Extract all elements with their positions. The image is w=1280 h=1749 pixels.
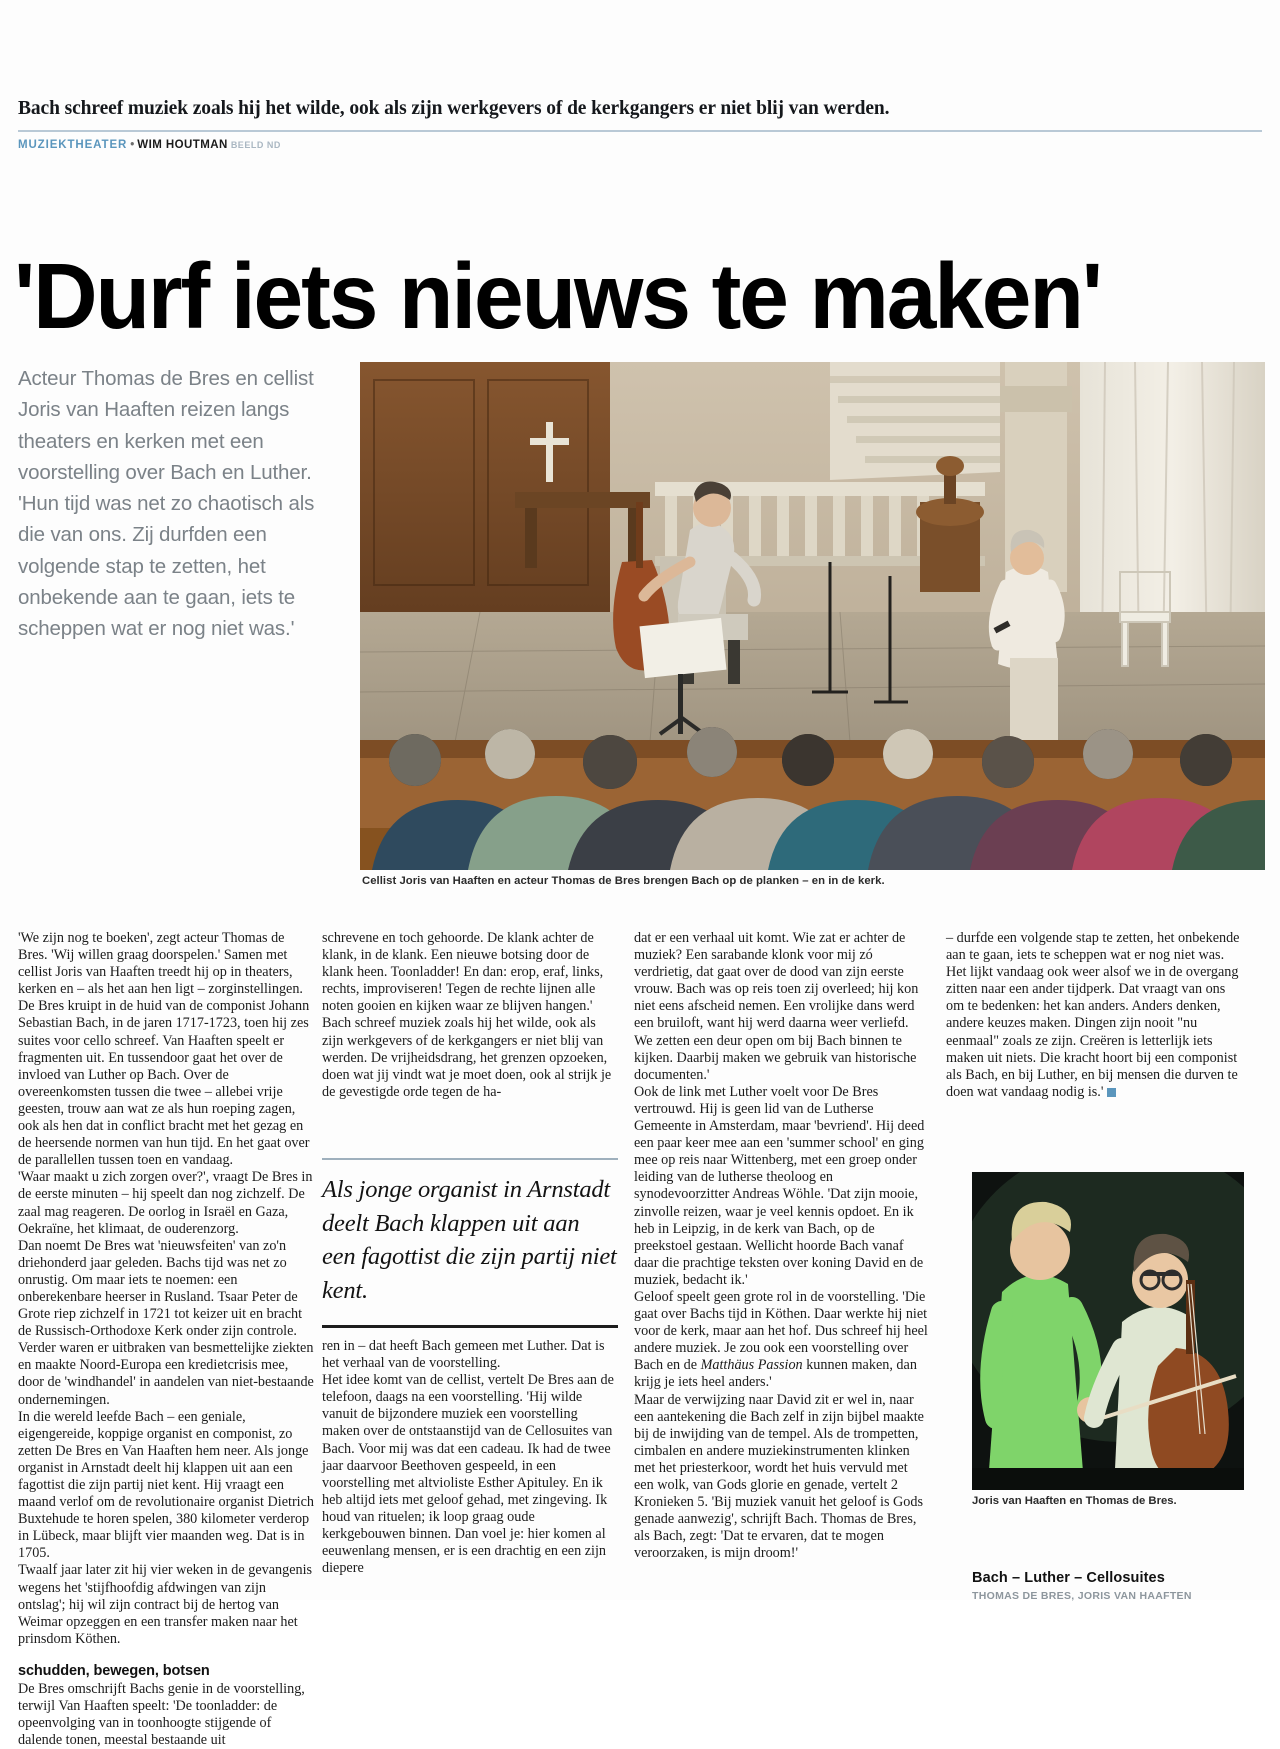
body-column-2-lower <box>322 1338 618 1577</box>
top-divider-rule <box>18 130 1262 132</box>
paragraph: ren in – dat heeft Bach gemeen met Luther. Dat is het verhaal van de voorstelling. <box>322 1338 605 1372</box>
pullquote-block <box>322 1158 618 1307</box>
paragraph-with-italic <box>634 1289 930 1392</box>
paragraph: Ook de link met Luther voelt voor De Bres vertrouwd. Hij is geen lid van de Lutherse Gemeente in Amsterdam, maar 'bevriend'. Hij deed een paar keer mee aan een 'summer school' en ging mee op reis naar Wittenberg, met een groep onder leiding van de lutherse theoloog en synodevoorzitter Andreas Wöhle. 'Dat zijn mooie, zinvolle reizen, waar je veel kennis opdoet. En ik heb in Leipzig, in de kerk van Bach, op de preekstoel gestaan. Wellicht hoorde Bach vanaf daar die prachtige teksten over koning David en de muziek, bedacht ik.' <box>634 1083 925 1288</box>
main-photo-caption: Cellist Joris van Haaften en acteur Thomas de Bres brengen Bach op de planken – en in de kerk. <box>362 875 885 887</box>
body-column-1 <box>18 930 314 1749</box>
paragraph: In die wereld leefde Bach – een geniale, eigengereide, koppige organist en componist, zo zetten De Bres en Van Haaften hem neer. Als jonge organist in Arnstadt deelt hij klappen uit aan een fagottist die zijn partij niet kent. Hij vraagt een maand verlof om de revolutionaire organist Dietrich Buxtehude te horen spelen, 380 kilometer verderop in Lübeck, maar blijft vier maanden weg. Dat is in 1705. <box>18 1408 315 1562</box>
info-box-title: Bach – Luther – Cellosuites <box>972 1570 1165 1586</box>
article-intro: Acteur Thomas de Bres en cellist Joris van Haaften reizen langs theaters en kerken met een voorstelling over Bach en Luther. 'Hun tijd was net zo chaotisch als die van ons. Zij durfden een volgende stap te zetten, het onbekende aan te gaan, iets te scheppen wat er nog niet was.' <box>18 367 315 641</box>
article-end-mark-icon <box>1107 1088 1116 1097</box>
paragraph: Het idee komt van de cellist, vertelt De Bres aan de telefoon, daags na een voorstelling. 'Hij wilde vanuit de bijzondere muziek een voorstelling maken over de ontstaanstijd van de Cellosuites van Bach. Voor mij was dat een cadeau. Ik had de twee jaar daarvoor Beethoven gespeeld, in een voorstelling met altvioliste Esther Apituley. En ik heb altijd iets met geloof gehad, met zingeving. Ik houd van rituelen; ik loop graag oude kerkgebouwen binnen. Dan voel je: hier komen al eeuwenlang mensen, er is een drachtig en een zijn diepere <box>322 1372 614 1577</box>
paragraph: dat er een verhaal uit komt. Wie zat er achter de muziek? Een sarabande klonk voor mij zó verdrietig, dat gaat over de dood van zijn eerste vrouw. Bach was op reis toen zij overleed; hij kon niet eens afscheid nemen. Een vrolijke dans werd een bruiloft, want hij werd daarna weer verliefd. We zetten een deur open om bij Bach binnen te kijken. Daarbij maken we gebruik van historische documenten.' <box>634 930 919 1083</box>
page-title: 'Durf iets nieuws te maken' <box>14 244 1101 349</box>
main-photo <box>360 362 1265 870</box>
byline-section: MUZIEKTHEATER <box>18 139 128 151</box>
byline <box>18 138 281 152</box>
paragraph: De Bres omschrijft Bachs genie in de voorstelling, terwijl Van Haaften speelt: 'De toonladder: de opeenvolging van in toonhoogte stijgende of dalende tonen, meestal bestaande uit <box>18 1681 305 1749</box>
paragraph: Maar de verwijzing naar David zit er wel in, naar een aantekening die Bach zelf in zijn bijbel maakte bij de inwijding van de tempel. Als de trompetten, cimbalen en andere muziekinstrumenten klinken met het priesterkoor, wordt het huis vervuld met een wolk, van Gods glorie en genade, vertelt 2 Kronieken 5. 'Bij muziek vanuit het geloof is Gods genade aanwezig', schrijft Bach. Thomas de Bres, als Bach, zegt: 'Dat te ervaren, dat te mogen veroorzaken, is mijn droom!' <box>634 1391 924 1562</box>
secondary-photo <box>972 1172 1244 1490</box>
info-box-line: THOMAS DE BRES, JORIS VAN HAAFTEN <box>972 1590 1192 1602</box>
paragraph-text: – durfde een volgende stap te zetten, het onbekende aan te gaan, iets te scheppen wat er nog niet was. Het lijkt vandaag ook weer alsof we in de overgang zitten naar een ander tijdperk. Dat vraagt van ons om te bedenken: het kan anders. Anders denken, andere keuzes maken. Dingen zijn nooit "nu eenmaal" zoals ze zijn. Creëren is letterlijk iets maken uit niets. Die kracht hoort bij een componist als Bach, en bij Luther, en bij mensen die durven te doen wat vandaag nodig is.' <box>946 930 1240 1100</box>
paragraph: Bach schreef muziek zoals hij het wilde, ook als zijn werkgevers of de kerkgangers er niet blij van werden. De vrijheidsdrang, het grenzen opzoeken, doen wat jij vindt wat je moet doen, ook al strijk je de gevestigde orde tegen de ha- <box>322 1015 612 1100</box>
main-photo-illustration <box>360 362 1265 870</box>
pullquote-top-rule <box>322 1158 618 1160</box>
paragraph-part-a: Geloof speelt geen grote rol in de voorstelling. 'Die gaat over Bachs tijd in Köthen. Daar werkte hij niet voor de kerk, maar aan het hof. Dus schreef hij heel andere muziek. Je zou ook een voorstelling over Bach en de <box>634 1288 928 1374</box>
paragraph: Twaalf jaar later zit hij vier weken in de gevangenis wegens het 'stijfhoofdig afdwingen van zijn ontslag'; hij wil zijn contract bij de hertog van Weimar opzeggen en een transfer maken naar het prinsdom Köthen. <box>18 1562 313 1647</box>
byline-photo-credit: BEELD ND <box>230 140 281 150</box>
paragraph: 'Waar maakt u zich zorgen over?', vraagt De Bres in de eerste minuten – hij speelt dan nog zichzelf. De zaal mag reageren. De oorlog in Israël en Gaza, Oekraïne, het klimaat, de ouderenzorg. <box>18 1169 313 1237</box>
byline-author: WIM HOUTMAN <box>137 139 228 151</box>
secondary-photo-caption: Joris van Haaften en Thomas de Bres. <box>972 1495 1177 1507</box>
secondary-photo-illustration <box>972 1172 1244 1490</box>
body-column-2 <box>322 930 618 1101</box>
pullquote-bottom-rule <box>322 1325 618 1328</box>
paragraph-part-b: kunnen maken, dan krijg je iets heel anders.' <box>634 1357 917 1391</box>
byline-separator: • <box>130 139 135 151</box>
top-kicker-line: Bach schreef muziek zoals hij het wilde, ook als zijn werkgevers of de kerkgangers er niet blij van werden. <box>18 98 890 119</box>
section-subheading: schudden, bewegen, botsen <box>18 1662 210 1679</box>
body-column-3 <box>634 930 930 1562</box>
info-box <box>972 1570 1252 1602</box>
paragraph: 'We zijn nog te boeken', zegt acteur Thomas de Bres. 'Wij willen graag doorspelen.' Samen met cellist Joris van Haaften treedt hij op in theaters, kerken en – als het aan hen ligt – zorginstellingen. De Bres kruipt in de huid van de componist Johann Sebastian Bach, in de jaren 1717-1723, toen hij zes suites voor cello schreef. Van Haaften speelt er fragmenten uit. En tussendoor gaat het over de invloed van Luther op Bach. Over de overeenkomsten tussen die twee – allebei vrije geesten, trouw aan wat ze als hun roeping zagen, ook als hen dat in conflict bracht met het gezag en de heersende normen van hun tijd. En het gaat over de parallellen tussen toen en vandaag. <box>18 930 310 1169</box>
body-column-4 <box>946 930 1246 1101</box>
paragraph: schrevene en toch gehoorde. De klank achter de klank, in de klank. Een nieuwe botsing door de klank heen. Toonladder! En dan: erop, eraf, links, rechts, improviseren! Tegen de rechte lijnen alle noten gooien en kijken waar ze blijven hangen.' <box>322 930 604 1015</box>
paragraph: Verder waren er uitbraken van besmettelijke ziekten en maakte Noord-Europa een kredietcrisis mee, door de 'windhandel' in aandelen van niet-bestaande ondernemingen. <box>18 1340 314 1408</box>
paragraph: Dan noemt De Bres wat 'nieuwsfeiten' van zo'n driehonderd jaar geleden. Bachs tijd was net zo onrustig. Om maar iets te noemen: een onberekenbare heerser in Rusland. Tsaar Peter de Grote riep zichzelf in 1721 tot keizer uit en bracht de Russisch-Orthodoxe Kerk onder zijn controle. <box>18 1237 303 1340</box>
pullquote-text: Als jonge organist in Arnstadt deelt Bach klappen uit aan een fagottist die zijn partij niet kent. <box>322 1176 617 1304</box>
work-title-matthaus-passion: Matthäus Passion <box>700 1357 803 1374</box>
paragraph-final <box>946 930 1246 1101</box>
